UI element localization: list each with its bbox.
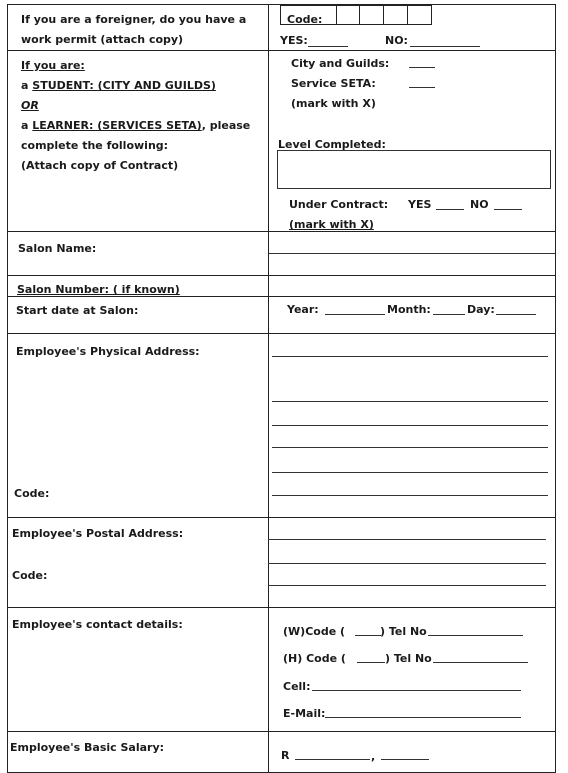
row-line-7	[7, 607, 556, 608]
home-tel-label: ) Tel No	[385, 652, 432, 665]
code-field[interactable]	[280, 5, 432, 25]
mark-with-x-label: (mark with X)	[291, 97, 376, 110]
salon-name-field[interactable]	[269, 253, 555, 254]
cell-field[interactable]	[312, 690, 521, 691]
contact-details-label: Employee's contact details:	[12, 618, 183, 631]
student-line: a STUDENT: (CITY AND GUILDS)	[21, 79, 216, 92]
under-contract-label: Under Contract:	[289, 198, 389, 211]
learner-prefix: a	[21, 119, 33, 132]
city-guilds-label: City and Guilds:	[291, 57, 390, 70]
level-completed-label: Level Completed:	[278, 138, 386, 151]
learner-type-label: LEARNER: (SERVICES SETA)	[32, 119, 202, 132]
foreigner-question-line2: work permit (attach copy)	[21, 33, 184, 46]
currency-r-label: R	[281, 749, 290, 762]
home-code-field[interactable]	[357, 662, 385, 663]
start-date-label: Start date at Salon:	[16, 304, 139, 317]
code-box-divider	[359, 5, 360, 25]
email-label: E-Mail:	[283, 707, 326, 720]
permit-no-field[interactable]	[410, 46, 480, 47]
permit-yes-field[interactable]	[308, 46, 348, 47]
postal-address-line-1[interactable]	[268, 539, 546, 540]
salary-rand-field[interactable]	[295, 759, 370, 760]
if-you-are-label: If you are:	[21, 59, 85, 72]
day-label: Day:	[467, 303, 495, 316]
physical-address-line-3[interactable]	[272, 425, 548, 426]
day-field[interactable]	[496, 314, 536, 315]
foreigner-question-line1: If you are a foreigner, do you have a	[21, 13, 247, 26]
code-box-divider	[407, 5, 408, 25]
table-right-border	[555, 4, 556, 773]
service-seta-label: Service SETA:	[291, 77, 376, 90]
physical-address-line-2[interactable]	[272, 401, 548, 402]
year-label: Year:	[287, 303, 319, 316]
physical-address-line-1[interactable]	[272, 356, 548, 357]
postal-code-label: Code:	[12, 569, 48, 582]
contract-yes-field[interactable]	[436, 209, 464, 210]
student-type-label: STUDENT: (CITY AND GUILDS)	[32, 79, 216, 92]
code-box-divider	[383, 5, 384, 25]
row-line-4	[7, 296, 556, 297]
physical-address-line-4[interactable]	[272, 447, 548, 448]
postal-address-label: Employee's Postal Address:	[12, 527, 184, 540]
postal-code-line[interactable]	[268, 585, 546, 586]
work-code-label: (W)Code (	[283, 625, 346, 638]
column-divider	[268, 4, 269, 773]
salon-number-label: Salon Number: ( if known)	[17, 283, 180, 296]
row-line-2	[7, 231, 556, 232]
permit-no-label: NO:	[385, 34, 408, 47]
row-line-1	[7, 50, 556, 51]
learner-suffix: , please	[201, 119, 251, 132]
email-field[interactable]	[325, 717, 521, 718]
home-code-label: (H) Code (	[283, 652, 346, 665]
salon-name-label: Salon Name:	[18, 242, 97, 255]
salary-comma: ,	[371, 750, 376, 763]
code-label: Code:	[287, 13, 323, 26]
contract-no-field[interactable]	[494, 209, 522, 210]
postal-address-line-2[interactable]	[268, 563, 546, 564]
basic-salary-label: Employee's Basic Salary:	[10, 741, 165, 754]
month-field[interactable]	[433, 314, 465, 315]
table-left-border	[7, 4, 8, 773]
row-line-5	[7, 333, 556, 334]
service-seta-field[interactable]	[409, 87, 435, 88]
attach-contract-label: (Attach copy of Contract)	[21, 159, 179, 172]
contract-yes-label: YES	[408, 198, 432, 211]
row-line-8	[7, 731, 556, 732]
month-label: Month:	[387, 303, 431, 316]
home-tel-field[interactable]	[433, 662, 528, 663]
year-field[interactable]	[325, 314, 385, 315]
learner-line	[21, 119, 250, 132]
physical-address-line-5[interactable]	[272, 472, 548, 473]
contract-no-label: NO	[470, 198, 489, 211]
work-tel-field[interactable]	[428, 635, 523, 636]
row-line-6	[7, 517, 556, 518]
or-label: OR	[21, 99, 39, 112]
salary-cents-field[interactable]	[381, 759, 429, 760]
work-tel-label: ) Tel No	[380, 625, 427, 638]
contract-mark-x-label: (mark with X)	[289, 218, 374, 231]
complete-following-label: complete the following:	[21, 139, 169, 152]
permit-yes-label: YES:	[280, 34, 308, 47]
physical-code-label: Code:	[14, 487, 50, 500]
physical-address-label: Employee's Physical Address:	[16, 345, 200, 358]
work-code-field[interactable]	[355, 635, 381, 636]
physical-code-line[interactable]	[272, 495, 548, 496]
level-completed-field[interactable]	[277, 150, 551, 189]
row-line-3	[7, 275, 556, 276]
code-box-divider	[336, 5, 337, 25]
cell-label: Cell:	[283, 680, 311, 693]
city-guilds-field[interactable]	[409, 67, 435, 68]
